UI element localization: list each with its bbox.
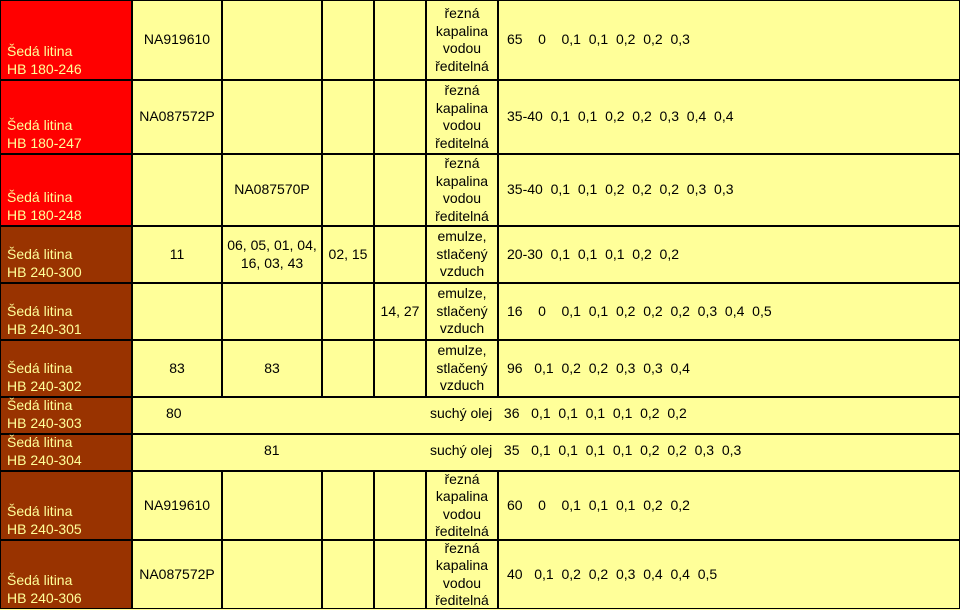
grade-cell[interactable]	[322, 340, 374, 397]
grade-cell[interactable]	[222, 471, 322, 540]
grade-cell[interactable]: 02, 15	[322, 226, 374, 283]
grade-cell[interactable]	[374, 340, 426, 397]
grade-cell[interactable]: 14, 27	[374, 283, 426, 340]
coolant-cell[interactable]: řezná kapalina vodou ředitelná	[426, 80, 498, 154]
tool-code-cell[interactable]: NA087572P	[132, 80, 222, 154]
grade-cell[interactable]	[132, 283, 222, 340]
values-cell[interactable]: 40 0,1 0,2 0,2 0,3 0,4 0,4 0,5	[498, 540, 960, 609]
tool-code-cell[interactable]: NA087570P	[222, 154, 322, 226]
grade-cell[interactable]	[322, 0, 374, 80]
values-cell[interactable]: 20-30 0,1 0,1 0,1 0,2 0,2	[498, 226, 960, 283]
material-cell[interactable]: Šedá litina HB 240-305	[0, 471, 132, 540]
material-cell[interactable]: Šedá litina HB 180-247	[0, 80, 132, 154]
grade-cell[interactable]	[374, 540, 426, 609]
material-cell[interactable]: Šedá litina HB 180-246	[0, 0, 132, 80]
material-cell[interactable]: Šedá litina HB 240-300	[0, 226, 132, 283]
grade-cell[interactable]: 06, 05, 01, 04, 16, 03, 43	[222, 226, 322, 283]
grade-cell[interactable]: 83	[132, 340, 222, 397]
material-cell[interactable]: Šedá litina HB 240-301	[0, 283, 132, 340]
grade-cell[interactable]	[322, 80, 374, 154]
spill-text: suchý olej 35 0,1 0,1 0,1 0,1 0,2 0,2 0,3 0,3	[430, 442, 742, 458]
grade-cell[interactable]	[222, 283, 322, 340]
grade-cell[interactable]	[322, 540, 374, 609]
tool-code-cell[interactable]: NA087572P	[132, 540, 222, 609]
coolant-cell[interactable]: řezná kapalina vodou ředitelná	[426, 540, 498, 609]
grade-text: 81	[264, 442, 280, 458]
grade-cell[interactable]	[222, 80, 322, 154]
grade-cell[interactable]: 11	[132, 226, 222, 283]
grade-cell[interactable]	[322, 154, 374, 226]
grade-text: 80	[166, 405, 182, 421]
material-cell[interactable]: Šedá litina HB 240-304	[0, 434, 132, 471]
tool-code-cell[interactable]	[132, 154, 222, 226]
values-cell[interactable]: 60 0 0,1 0,1 0,1 0,2 0,2	[498, 471, 960, 540]
material-cell[interactable]: Šedá litina HB 180-248	[0, 154, 132, 226]
coolant-cell[interactable]: emulze, stlačený vzduch	[426, 340, 498, 397]
values-cell[interactable]: 96 0,1 0,2 0,2 0,3 0,3 0,4	[498, 340, 960, 397]
coolant-cell[interactable]: řezná kapalina vodou ředitelná	[426, 154, 498, 226]
grade-cell[interactable]: 83	[222, 340, 322, 397]
tool-code-cell[interactable]: NA919610	[132, 471, 222, 540]
tool-code-cell[interactable]: NA919610	[132, 0, 222, 80]
coolant-cell[interactable]: emulze, stlačený vzduch	[426, 226, 498, 283]
material-cell[interactable]: Šedá litina HB 240-302	[0, 340, 132, 397]
values-cell[interactable]: 35-40 0,1 0,1 0,2 0,2 0,3 0,4 0,4	[498, 80, 960, 154]
grade-cell[interactable]	[374, 80, 426, 154]
grade-cell[interactable]	[322, 283, 374, 340]
material-cell[interactable]: Šedá litina HB 240-306	[0, 540, 132, 609]
grade-cell[interactable]	[374, 471, 426, 540]
spill-text: suchý olej 36 0,1 0,1 0,1 0,1 0,2 0,2	[430, 405, 687, 421]
grade-cell[interactable]	[374, 226, 426, 283]
coolant-cell[interactable]: řezná kapalina vodou ředitelná	[426, 0, 498, 80]
coolant-cell[interactable]: emulze, stlačený vzduch	[426, 283, 498, 340]
grade-cell[interactable]	[374, 0, 426, 80]
values-cell[interactable]: 65 0 0,1 0,1 0,2 0,2 0,3	[498, 0, 960, 80]
values-cell[interactable]: 16 0 0,1 0,1 0,2 0,2 0,2 0,3 0,4 0,5	[498, 283, 960, 340]
grade-cell[interactable]	[222, 0, 322, 80]
grade-cell[interactable]	[222, 540, 322, 609]
coolant-cell[interactable]: řezná kapalina vodou ředitelná	[426, 471, 498, 540]
values-cell[interactable]: 35-40 0,1 0,1 0,2 0,2 0,2 0,3 0,3	[498, 154, 960, 226]
grade-cell[interactable]	[374, 154, 426, 226]
material-cell[interactable]: Šedá litina HB 240-303	[0, 397, 132, 434]
grade-cell[interactable]	[322, 471, 374, 540]
